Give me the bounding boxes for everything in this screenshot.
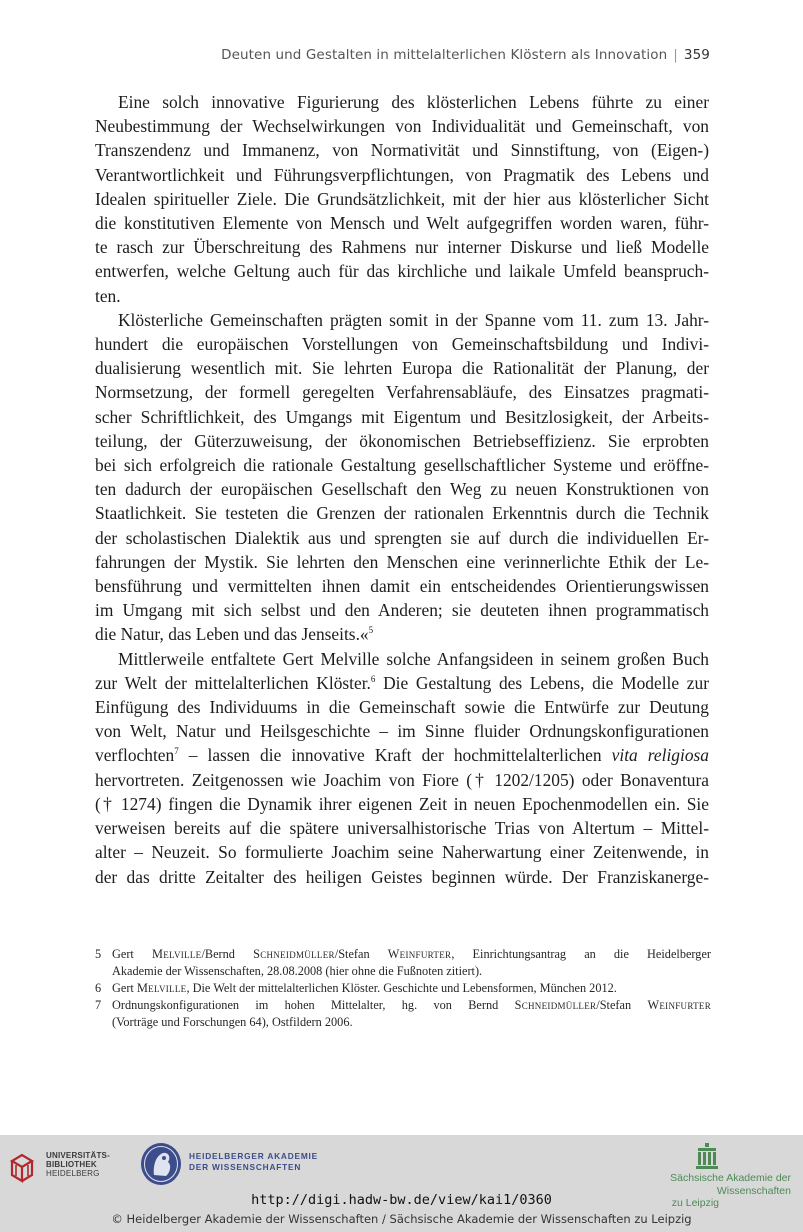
text-line [95, 743, 709, 767]
hadw-seal-icon [139, 1141, 183, 1187]
text-line: der das dritte Zeitalter des heiligen Geistes beginnen würde. Der Franziskanerge- [95, 866, 709, 887]
text-line: hundert die europäischen Vorstellungen von Gemeinschaftsbildung und Indivi- [95, 334, 709, 355]
text-fragment: /Bernd [201, 947, 254, 961]
footnote-line: (Vorträge und Forschungen 64), Ostfildern 2006. [112, 1015, 353, 1029]
saw-line: zu Leipzig [671, 1197, 719, 1209]
text-fragment: verflochten [95, 745, 175, 766]
ub-line: UNIVERSITÄTS- [46, 1151, 110, 1160]
author-name: Schneidmüller [253, 947, 335, 961]
text-fragment: Ordnungskonfigurationen im hohen Mittelalter, hg. von Bernd [112, 998, 515, 1012]
text-line: te rasch zur Überschreitung des Rahmens nur interner Diskurse und ließ Modelle [95, 237, 709, 258]
text-line: im Umgang mit sich selbst und den Anderen; sie deuteten ihnen programmatisch [95, 600, 709, 621]
text-line: alter – Neuzeit. So formulierte Joachim seine Naherwartung einer Zeitenwende, in [95, 842, 709, 863]
footnote-text [112, 997, 711, 1031]
hadw-line: DER WISSENSCHAFTEN [189, 1161, 302, 1172]
text-line: entwerfen, welche Geltung auch für das kirchliche und laikale Umfeld beanspruch- [95, 261, 709, 282]
ub-line: BIBLIOTHEK [46, 1160, 97, 1169]
text-line: Klösterliche Gemeinschaften prägten somit in der Spanne vom 11. zum 13. Jahr- [118, 309, 709, 330]
text-fragment: /Stefan [334, 947, 388, 961]
author-name: Melville [151, 947, 202, 961]
text-fragment: Gert [112, 981, 137, 995]
text-line: Verantwortlichkeit und Führungsverpflichtungen, von Pragmatik des Lebens und [95, 164, 709, 185]
text-line: Einfügung des Individuums in die Gemeinschaft sowie die Entwürfe zur Deutung [95, 697, 709, 718]
copyright-notice: © Heidelberger Akademie der Wissenschaften / Sächsische Akademie der Wissenschaften zu Leipzig [111, 1212, 692, 1226]
text-line [95, 671, 709, 695]
text-line: hervortreten. Zeitgenossen wie Joachim von Fiore († 1202/1205) oder Bonaventura [95, 769, 709, 790]
text-line: Transzendenz und Immanenz, von Normativität und Sinnstiftung, von (Eigen-) [95, 140, 709, 161]
author-name: Weinfurter [387, 947, 452, 961]
text-line: bensführung und vermittelten ihnen damit ein entscheidendes Orientierungswissen [95, 576, 709, 597]
hadw-line: HEIDELBERGER AKADEMIE [189, 1151, 318, 1161]
footnote-ref-7[interactable]: 7 [174, 746, 179, 757]
footnote-ref-6[interactable]: 6 [370, 673, 376, 684]
text-fragment: Gert [112, 947, 152, 961]
text-fragment: /Stefan [596, 998, 648, 1012]
body-text [95, 90, 709, 889]
text-line: ten. [95, 285, 121, 306]
text-line: verweisen bereits auf die spätere universalhistorische Trias von Altertum – Mittel- [95, 818, 709, 839]
text-line: fahrungen der Mystik. Sie lehrten den Menschen eine verinnerlichte Ethik der Le- [95, 551, 709, 572]
text-line: dualisierung wesentlich mit. Sie lehrten Europa die Rationalität der Planung, der [95, 358, 709, 379]
text-fragment: die Natur, das Leben und das Jenseits.« [95, 624, 369, 645]
permalink-url[interactable]: http://digi.hadw-bw.de/view/kai1/0360 [251, 1192, 552, 1208]
text-fragment: , Die Welt der mittelalterlichen Klöster. Geschichte und Lebensformen, München 2012. [186, 981, 617, 995]
author-name: Melville [136, 981, 187, 995]
paragraph-2 [95, 308, 709, 647]
text-line: Neubestimmung der Wechselwirkungen von Individualität und Gemeinschaft, von [95, 116, 709, 137]
footnote-text [112, 946, 711, 980]
italic-term: vita religiosa [611, 745, 709, 766]
footnote-number: 5 [95, 947, 102, 961]
paragraph-1 [95, 90, 709, 308]
ub-heidelberg-name [46, 1151, 110, 1178]
text-line: ten dadurch der europäischen Gesellschaft den Weg zu neuen Konstruktionen von [95, 479, 709, 500]
text-line: teilung, der Güterzuweisung, der ökonomischen Betriebseffizienz. Sie erprobten [95, 430, 709, 451]
text-fragment: , Einrichtungsantrag an die Heidelberger [451, 947, 712, 961]
text-line: von Welt, Natur und Heilsgeschichte – im Sinne fluider Ordnungskonfigurationen [95, 721, 709, 742]
footnote-line [112, 946, 711, 963]
text-line: Normsetzung, der formell geregelten Verfahrensabläufe, des Einsatzes pragmati- [95, 382, 709, 403]
footnote-ref-5[interactable]: 5 [368, 625, 374, 636]
text-fragment: Die Gestaltung des Lebens, die Modelle zur [375, 672, 709, 693]
text-fragment: zur Welt der mittelalterlichen Klöster. [95, 672, 371, 693]
footnote-7 [95, 997, 711, 1031]
footnote-line [112, 980, 711, 997]
text-line [95, 622, 709, 646]
footnote-number: 6 [95, 981, 102, 995]
footnote-number: 7 [95, 998, 102, 1012]
footnote-text [112, 980, 711, 997]
hadw-name [189, 1151, 318, 1172]
text-line: Mittlerweile entfaltete Gert Melville solche Anfangsideen in seinem großen Buch [118, 648, 709, 669]
text-line: die konstitutiven Elemente von Mensch und Welt aufgegriffen worden waren, führ- [95, 213, 709, 234]
author-name: Weinfurter [647, 998, 712, 1012]
text-line: der scholastischen Dialektik aus und sprengten sie auf durch die individuellen Er- [95, 527, 709, 548]
text-line: Eine solch innovative Figurierung des klösterlichen Lebens führte zu einer [118, 92, 709, 112]
running-title: Deuten und Gestalten in mittelalterlichen Klöstern als Innovation [221, 47, 668, 63]
footnote-5 [95, 946, 711, 980]
footnote-line: Akademie der Wissenschaften, 28.08.2008 (hier ohne die Fußnoten zitiert). [112, 964, 483, 978]
text-line: († 1274) fingen die Dynamik ihrer eigenen Zeit in neuen Epochenmodellen ein. Sie [95, 793, 709, 814]
header-separator: | [673, 47, 678, 63]
footnote-6 [95, 980, 711, 997]
saw-line: Sächsische Akademie der Wissenschaften [670, 1172, 791, 1197]
text-line: scher Schriftlichkeit, des Umgangs mit Eigentum und Besitzlosigkeit, der Arbeits- [95, 406, 709, 427]
text-line: Staatlichkeit. Sie testeten die Grenzen der rationalen Erkenntnis durch die Technik [95, 503, 709, 524]
text-fragment: – lassen die innovative Kraft der hochmittelalterlichen [178, 745, 612, 766]
footnotes [95, 946, 711, 1031]
text-line: Idealen spiritueller Ziele. Die Grundsätzlichkeit, mit der hier aus klösterlicher Sicht [95, 188, 709, 209]
footnote-line [112, 997, 711, 1014]
author-name: Schneidmüller [514, 998, 597, 1012]
ub-line: HEIDELBERG [46, 1169, 100, 1178]
text-line: bei sich erfolgreich die rationale Gestaltung gesellschaftlicher Systeme und eröffne- [95, 455, 709, 476]
paragraph-3 [95, 647, 709, 889]
page-number: 359 [683, 47, 710, 63]
saw-building-icon [696, 1143, 718, 1169]
running-head [221, 47, 710, 63]
